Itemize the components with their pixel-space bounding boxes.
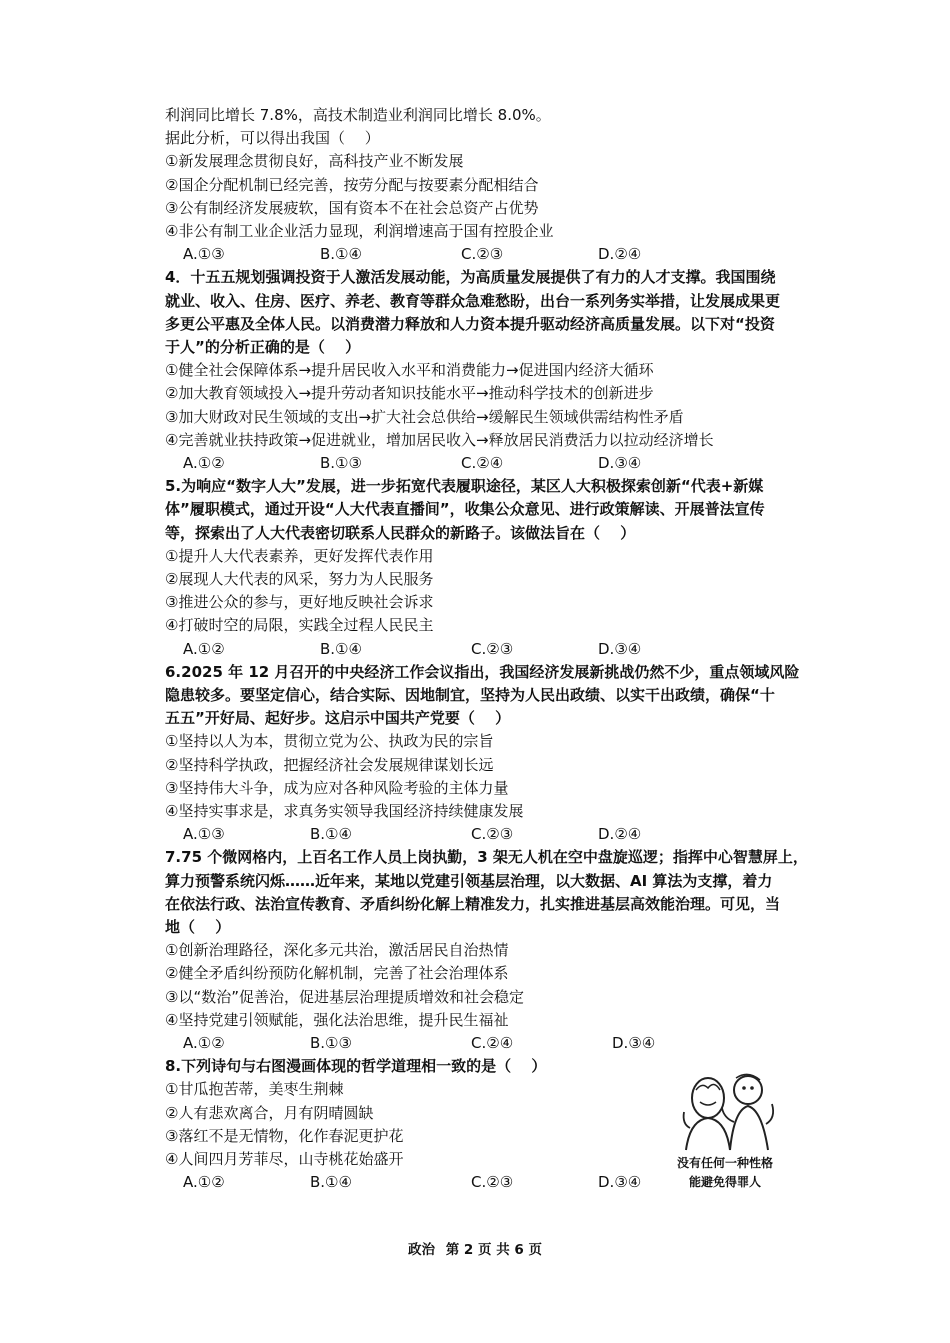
option-line: ①新发展理念贯彻良好，高科技产业不断发展 <box>165 152 464 171</box>
choice-a: A.①② <box>183 454 225 473</box>
option-line: ①坚持以人为本，贯彻立党为公、执政为民的宗旨 <box>165 732 494 751</box>
option-line: ②展现人大代表的风采，努力为人民服务 <box>165 570 434 589</box>
option-line: ④坚持实事求是，求真务实领导我国经济持续健康发展 <box>165 802 524 821</box>
stem-line: 地（ ） <box>165 918 231 937</box>
exam-content <box>165 104 808 1194</box>
comic-figures-icon <box>670 1068 780 1152</box>
footer-subject: 政治 <box>408 1242 435 1258</box>
stem-line: 体”履职模式，通过开设“人大代表直播间”，收集公众意见、进行政策解读、开展普法宣传 <box>165 500 765 519</box>
stem-line: 算力预警系统闪烁……近年来，某地以党建引领基层治理，以大数据、AI 算法为支撑，着力 <box>165 871 773 890</box>
option-line: ④人间四月芳菲尽，山寺桃花始盛开 <box>165 1150 404 1169</box>
choice-c: C.②④ <box>471 1034 514 1053</box>
option-line: ①创新治理路径，深化多元共治，激活居民自治热情 <box>165 941 509 960</box>
choice-c: C.②③ <box>471 639 514 658</box>
answer-choices <box>165 638 790 661</box>
choice-b: B.①④ <box>320 245 362 264</box>
choice-c: C.②④ <box>461 454 504 473</box>
option-line: ③公有制经济发展疲软，国有资本不在社会总资产占优势 <box>165 198 539 217</box>
stem-line: 5.为响应“数字人大”发展，进一步拓宽代表履职途径，某区人大积极探索创新“代表+新媒 <box>165 477 764 496</box>
option-line: ③坚持伟大斗争，成为应对各种风险考验的主体力量 <box>165 778 509 797</box>
option-line: ①健全社会保障体系→提升居民收入水平和消费能力→促进国内经济大循环 <box>165 361 654 380</box>
choice-b: B.①③ <box>310 1034 352 1053</box>
choice-a: A.①② <box>183 639 225 658</box>
stem-line: 等，探索出了人大代表密切联系人民群众的新路子。该做法旨在（ ） <box>165 523 636 542</box>
choice-c: C.②③ <box>471 825 514 844</box>
choice-a: A.①③ <box>183 245 225 264</box>
choice-d: D.③④ <box>598 1173 642 1192</box>
footer-page-number: 第 2 页 共 6 页 <box>445 1242 542 1258</box>
answer-choices <box>165 823 790 846</box>
comic-caption <box>660 1154 790 1192</box>
question-3-tail <box>165 104 790 266</box>
choice-b: B.①④ <box>320 639 362 658</box>
choice-b: B.①④ <box>310 1173 352 1192</box>
answer-choices <box>165 243 790 266</box>
stem-line: 6.2025 年 12 月召开的中央经济工作会议指出，我国经济发展新挑战仍然不少，重点领域风险 <box>165 662 800 681</box>
question-6 <box>165 661 800 847</box>
option-line: ②加大教育领域投入→提升劳动者知识技能水平→推动科学技术的创新进步 <box>165 384 654 403</box>
stem-line: 4．十五五规划强调投资于人激活发展动能，为高质量发展提供了有力的人才支撑。我国围绕 <box>165 268 776 287</box>
stem-line: 就业、收入、住房、医疗、养老、教育等群众急难愁盼，出台一系列务实举措，让发展成果更 <box>165 291 781 310</box>
option-line: ②国企分配机制已经完善，按劳分配与按要素分配相结合 <box>165 175 539 194</box>
option-line: ③加大财政对民生领域的支出→扩大社会总供给→缓解民生领域供需结构性矛盾 <box>165 407 684 426</box>
option-line: ②坚持科学执政，把握经济社会发展规律谋划长远 <box>165 755 494 774</box>
stem-line: 8.下列诗句与右图漫画体现的哲学道理相一致的是（ ） <box>165 1057 547 1076</box>
comic-illustration <box>660 1068 790 1198</box>
choice-a: A.①② <box>183 1034 225 1053</box>
choice-a: A.①③ <box>183 825 225 844</box>
choice-c: C.②③ <box>461 245 504 264</box>
choice-a: A.①② <box>183 1173 225 1192</box>
question-5 <box>165 475 790 661</box>
answer-choices <box>165 1032 790 1055</box>
choice-c: C.②③ <box>471 1173 514 1192</box>
stem-line: 7.75 个微网格内，上百名工作人员上岗执勤，3 架无人机在空中盘旋巡逻；指挥中心智慧屏上， <box>165 848 808 867</box>
option-line: ②人有悲欢离合，月有阴晴圆缺 <box>165 1103 374 1122</box>
stem-line: 据此分析，可以得出我国（ ） <box>165 129 380 148</box>
choice-d: D.②④ <box>598 245 642 264</box>
stem-line: 在依法行政、法治宣传教育、矛盾纠纷化解上精准发力，扎实推进基层高效能治理。可见，当 <box>165 894 781 913</box>
option-line: ③推进公众的参与，更好地反映社会诉求 <box>165 593 434 612</box>
option-line: ④非公有制工业企业活力显现，利润增速高于国有控股企业 <box>165 222 554 241</box>
choice-d: D.②④ <box>598 825 642 844</box>
option-line: ③以“数治”促善治，促进基层治理提质增效和社会稳定 <box>165 987 524 1006</box>
option-line: ③落红不是无情物，化作春泥更护花 <box>165 1126 404 1145</box>
option-line: ④坚持党建引领赋能，强化法治思维，提升民生福祉 <box>165 1010 509 1029</box>
option-line: ④完善就业扶持政策→促进就业，增加居民收入→释放居民消费活力以拉动经济增长 <box>165 430 714 449</box>
choice-b: B.①④ <box>310 825 352 844</box>
comic-caption-line: 没有任何一种性格 <box>676 1156 773 1170</box>
stem-line: 多更公平惠及全体人民。以消费潜力释放和人力资本提升驱动经济高质量发展。以下对“投资 <box>165 314 775 333</box>
option-line: ①甘瓜抱苦蒂，美枣生荆棘 <box>165 1080 344 1099</box>
option-line: ④打破时空的局限，实践全过程人民民主 <box>165 616 434 635</box>
choice-d: D.③④ <box>612 1034 656 1053</box>
option-line: ①提升人大代表素养，更好发挥代表作用 <box>165 546 434 565</box>
stem-line: 隐患较多。要坚定信心，结合实际、因地制宜，坚持为人民出政绩、以实干出政绩，确保“十 <box>165 686 775 705</box>
stem-line: 五五”开好局、起好步。这启示中国共产党要（ ） <box>165 709 511 728</box>
question-4 <box>165 266 790 475</box>
choice-d: D.③④ <box>598 454 642 473</box>
page-footer <box>0 1238 950 1258</box>
question-7 <box>165 846 808 1055</box>
choice-d: D.③④ <box>598 639 642 658</box>
stem-line: 于人”的分析正确的是（ ） <box>165 338 361 357</box>
stem-line: 利润同比增长 7.8%，高技术制造业利润同比增长 8.0%。 <box>165 106 551 124</box>
choice-b: B.①③ <box>320 454 362 473</box>
option-line: ②健全矛盾纠纷预防化解机制，完善了社会治理体系 <box>165 964 509 983</box>
comic-caption-line: 能避免得罪人 <box>688 1175 761 1189</box>
answer-choices <box>165 452 790 475</box>
